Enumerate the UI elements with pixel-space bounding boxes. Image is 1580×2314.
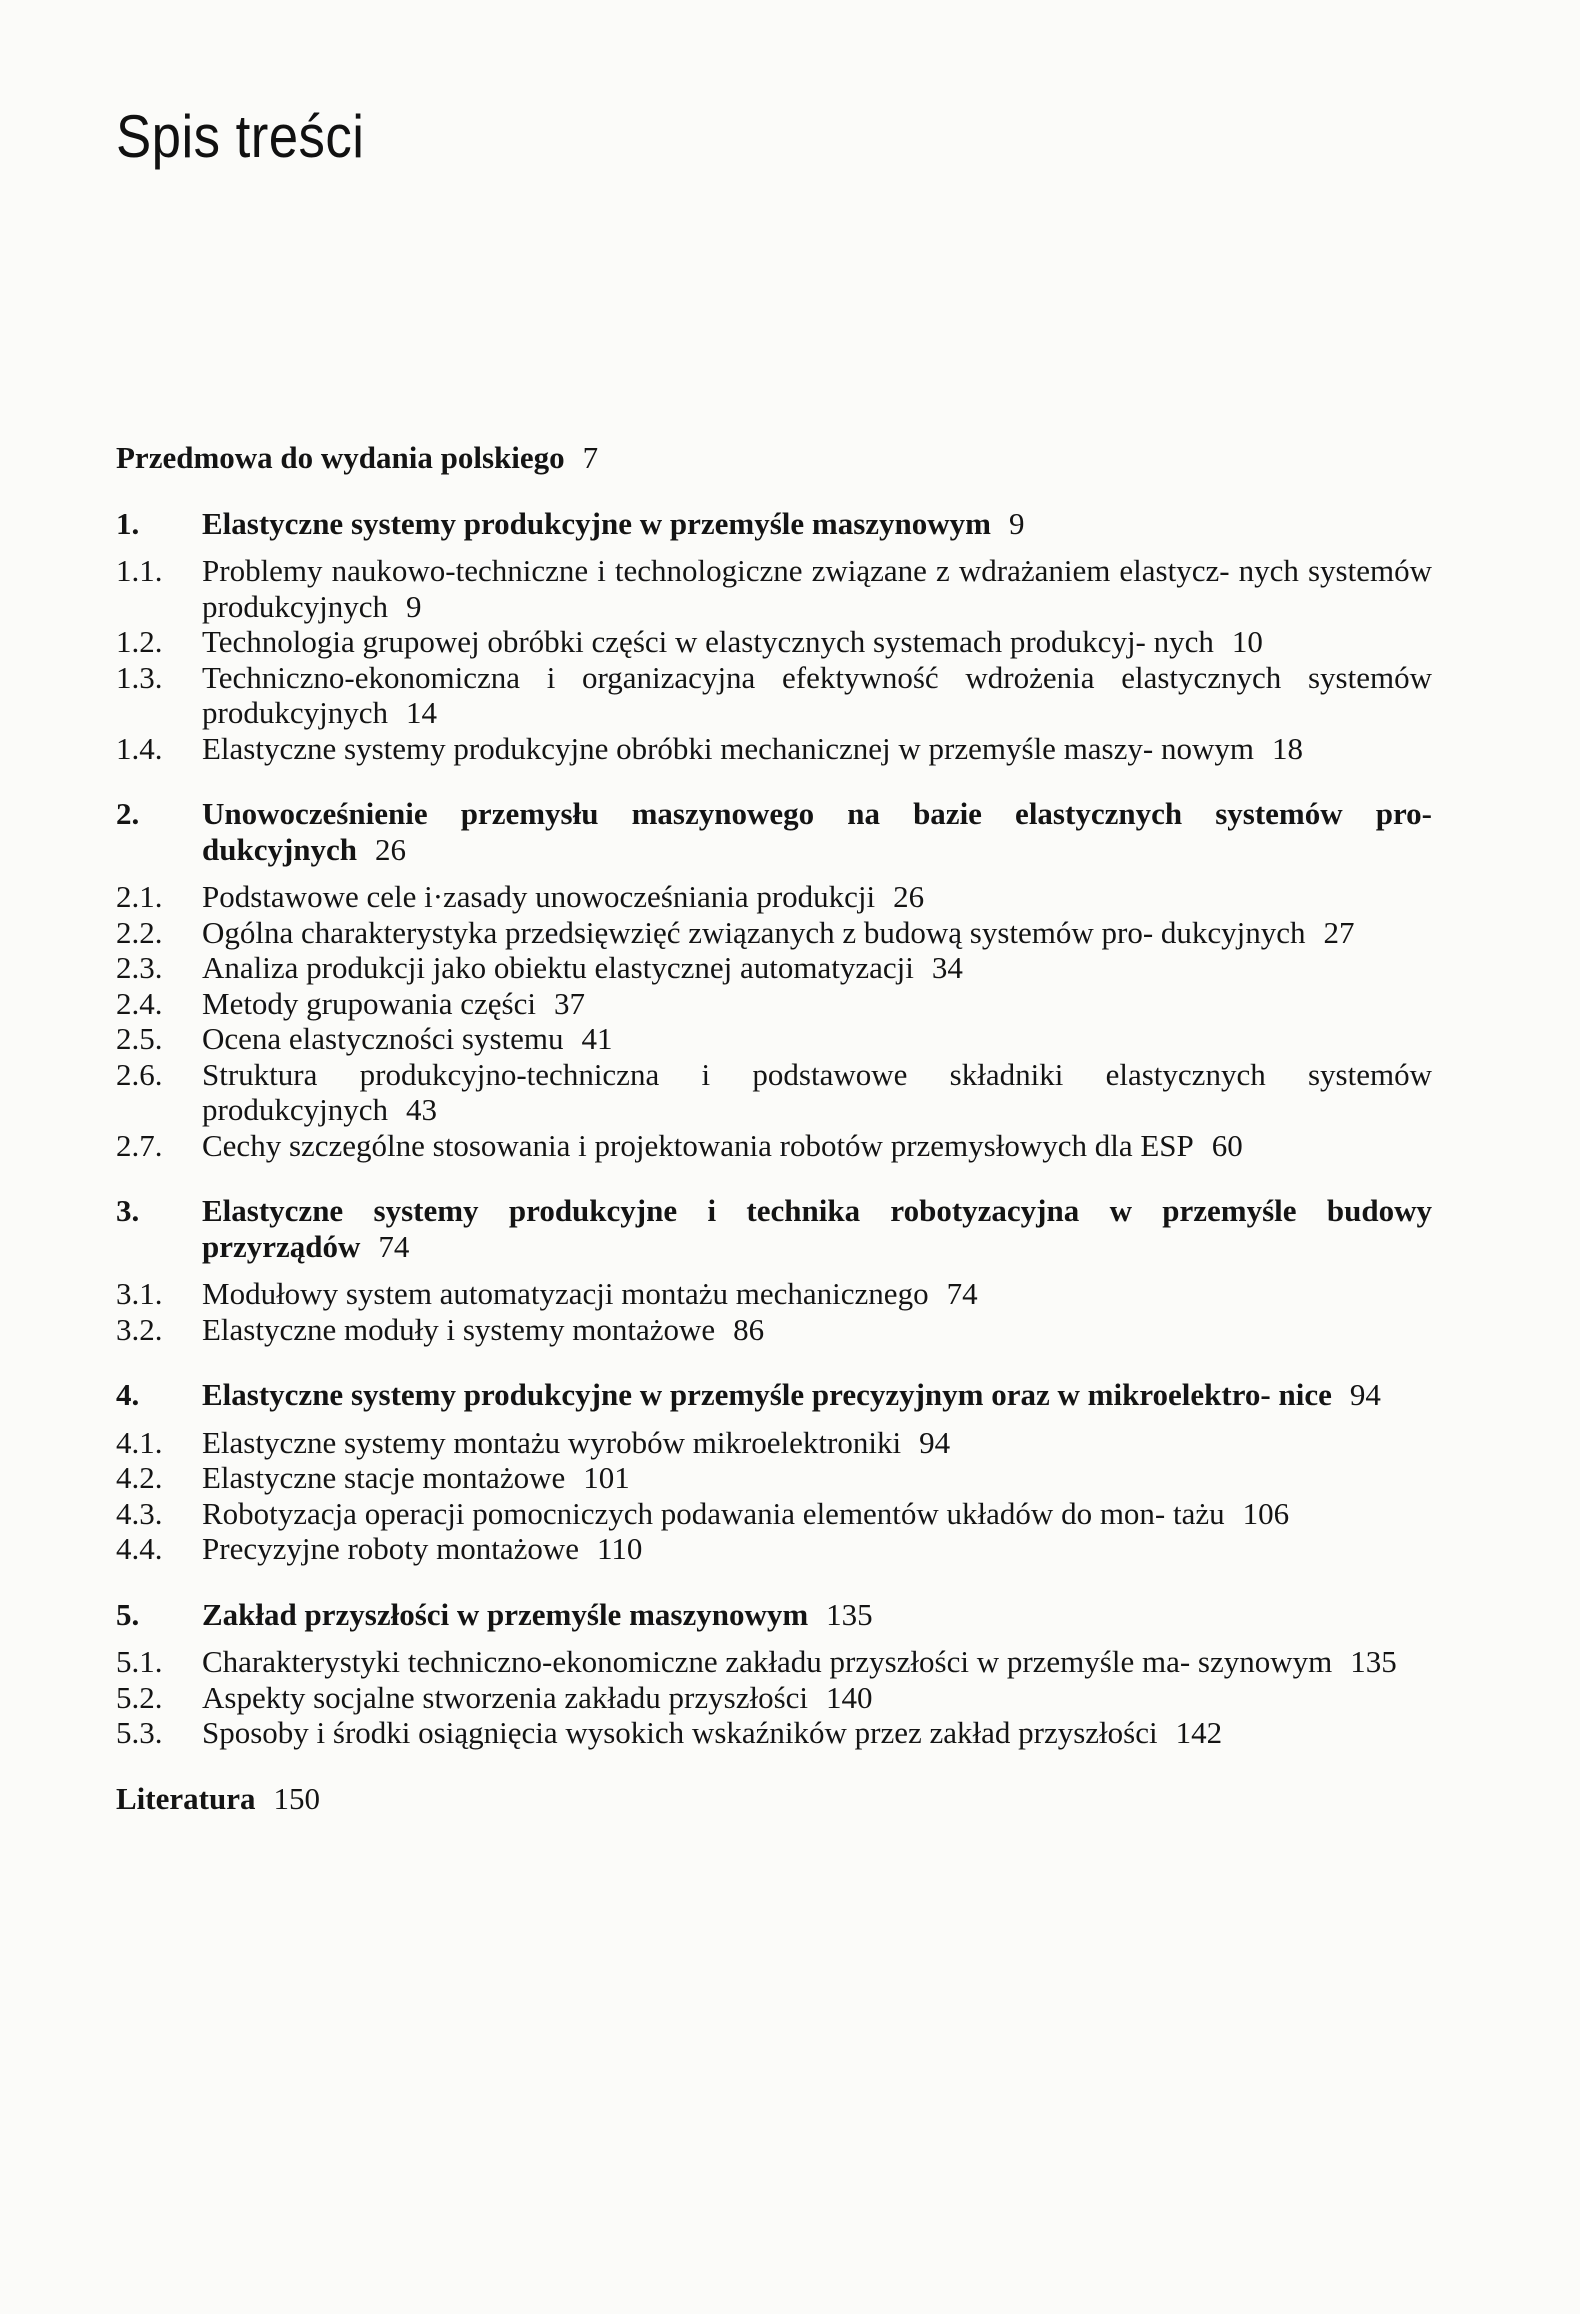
page-title: Spis treści [116,103,365,170]
toc-section-4-1-page: 94 [919,1424,951,1460]
toc-preface-page: 7 [582,440,599,475]
toc-section-4-4-number: 4.4. [116,1531,163,1566]
toc-section-1-1-page: 9 [405,588,422,624]
toc-section-5-3[interactable] [116,1715,1432,1751]
toc-section-1-4[interactable] [116,731,1432,767]
toc-chapter-5-page: 135 [826,1596,873,1632]
toc-section-4-1-number: 4.1. [116,1424,163,1460]
toc-section-4-3-number: 4.3. [116,1495,163,1531]
toc-section-3-1-number: 3.1. [116,1276,163,1311]
toc-section-3-2-number: 3.2. [116,1311,163,1347]
toc-section-5-1[interactable] [116,1644,1432,1680]
toc-section-3-1-page: 74 [946,1276,978,1311]
toc-chapter-1-number: 1. [116,505,140,541]
toc-section-2-3-number: 2.3. [116,950,163,985]
toc-section-4-1[interactable] [116,1425,1432,1461]
toc-section-4-2-title: Elastyczne stacje montażowe [202,1460,566,1495]
toc-section-2-3[interactable] [116,950,1432,986]
toc-section-2-2-page: 27 [1323,914,1355,950]
toc-section-2-3-title: Analiza produkcji jako obiektu elastycznej automatyzacji [202,950,914,985]
toc-chapter-2-title: Unowocześnienie przemysłu maszynowego na bazie elastycznych systemów pro- dukcyjnych [202,796,1432,867]
toc-chapter-2-number: 2. [116,796,140,831]
toc-preface[interactable] [116,440,1432,476]
toc-section-2-7-number: 2.7. [116,1127,163,1163]
toc-section-4-3-title: Robotyzacja operacji pomocniczych podawania elementów układów do mon- tażu [202,1495,1225,1531]
toc-chapter-3-title: Elastyczne systemy produkcyjne i technika robotyzacyjna w przemyśle budowy przyrządów [202,1193,1432,1264]
toc-section-5-3-number: 5.3. [116,1715,163,1750]
toc-section-5-3-page: 142 [1175,1715,1223,1750]
toc-section-2-6-page: 43 [405,1092,437,1127]
toc-section-5-2-title: Aspekty socjalne stworzenia zakładu przyszłości [202,1679,809,1715]
toc-chapters [116,476,1432,1751]
toc-section-2-2-title: Ogólna charakterystyka przedsięwzięć związanych z budową systemów pro- dukcyjnych [202,914,1306,950]
toc-section-4-4[interactable] [116,1531,1432,1567]
toc-section-2-1-number: 2.1. [116,879,163,914]
toc-chapter-1-title: Elastyczne systemy produkcyjne w przemyśle maszynowym [202,505,991,541]
toc-chapter-4[interactable] [116,1377,1432,1413]
toc-section-2-6-title: Struktura produkcyjno-techniczna i podstawowe składniki elastycznych systemów produkcyjnych [202,1056,1432,1127]
toc-chapter-2-page: 26 [375,831,407,867]
toc-section-2-4-page: 37 [554,985,585,1021]
toc-section-3-1[interactable] [116,1276,1432,1312]
toc-section-1-3[interactable] [116,660,1432,731]
toc-section-1-3-page: 14 [405,695,437,730]
toc-chapter-5[interactable] [116,1597,1432,1633]
toc-section-4-2-page: 101 [583,1460,630,1495]
toc-section-2-6-number: 2.6. [116,1056,163,1092]
toc-section-2-7-title: Cechy szczególne stosowania i projektowania robotów przemysłowych dla ESP [202,1127,1194,1163]
toc-section-2-2-number: 2.2. [116,914,163,950]
toc-chapter-3-page: 74 [378,1228,410,1264]
toc-chapter-3[interactable] [116,1193,1432,1264]
toc-section-4-1-title: Elastyczne systemy montażu wyrobów mikroelektroniki [202,1424,902,1460]
toc-preface-title: Przedmowa do wydania polskiego [116,440,565,475]
toc-section-3-2-title: Elastyczne moduły i systemy montażowe [202,1311,716,1347]
toc-section-4-2[interactable] [116,1460,1432,1496]
toc-literature-title: Literatura [116,1780,256,1816]
toc-section-2-5-number: 2.5. [116,1021,163,1056]
toc-section-2-1[interactable] [116,879,1432,915]
toc-chapter-4-title: Elastyczne systemy produkcyjne w przemyśle precyzyjnym oraz w mikroelektro- nice [202,1377,1332,1412]
toc-section-2-4-number: 2.4. [116,985,163,1021]
toc-section-1-1-number: 1.1. [116,553,163,588]
toc-section-3-1-title: Modułowy system automatyzacji montażu mechanicznego [202,1276,929,1311]
toc-section-2-5-page: 41 [581,1021,613,1056]
toc-section-2-7-page: 60 [1211,1127,1243,1163]
toc-chapter-1-page: 9 [1009,505,1025,541]
toc-section-5-2-page: 140 [826,1679,873,1715]
toc-section-4-2-number: 4.2. [116,1460,163,1495]
toc-section-2-1-page: 26 [893,879,925,914]
toc-section-5-1-page: 135 [1350,1644,1397,1679]
toc-section-1-4-number: 1.4. [116,730,163,766]
toc-section-3-2[interactable] [116,1312,1432,1348]
toc-section-2-5-title: Ocena elastyczności systemu [202,1021,564,1056]
toc-section-2-1-title: Podstawowe cele i·zasady unowocześniania produkcji [202,879,876,914]
toc-section-5-2-number: 5.2. [116,1679,163,1715]
toc-section-2-3-page: 34 [931,950,963,985]
toc-chapter-4-number: 4. [116,1377,140,1412]
toc-chapter-2[interactable] [116,796,1432,867]
toc-section-2-4[interactable] [116,986,1432,1022]
toc-section-4-4-page: 110 [597,1531,643,1566]
toc-section-2-7[interactable] [116,1128,1432,1164]
toc-section-1-3-title: Techniczno-ekonomiczna i organizacyjna efektywność wdrożenia elastycznych systemów produkcyjnych [202,659,1432,730]
toc-section-1-1-title: Problemy naukowo-techniczne i technologiczne związane z wdrażaniem elastycz- nych systemów produkcyjnych [202,553,1432,624]
toc-section-1-2-title: Technologia grupowej obróbki części w elastycznych systemach produkcyj- nych [202,624,1214,659]
toc-section-1-2[interactable] [116,624,1432,660]
toc-section-2-6[interactable] [116,1057,1432,1128]
toc-section-1-4-page: 18 [1271,730,1303,766]
toc-section-4-3-page: 106 [1242,1495,1290,1531]
toc-literature-page: 150 [273,1780,320,1816]
toc-chapter-5-number: 5. [116,1596,140,1632]
toc-section-2-4-title: Metody grupowania części [202,985,536,1021]
toc-section-2-5[interactable] [116,1021,1432,1057]
toc-section-1-4-title: Elastyczne systemy produkcyjne obróbki mechanicznej w przemyśle maszy- nowym [202,730,1254,766]
toc-section-1-1[interactable] [116,553,1432,624]
toc-section-3-2-page: 86 [733,1311,765,1347]
toc-chapter-4-page: 94 [1349,1377,1381,1412]
toc-section-4-4-title: Precyzyjne roboty montażowe [202,1531,580,1566]
toc-section-1-2-number: 1.2. [116,624,163,659]
toc-chapter-5-title: Zakład przyszłości w przemyśle maszynowym [202,1596,809,1632]
toc-section-5-1-number: 5.1. [116,1644,163,1679]
toc-chapter-1[interactable] [116,506,1432,542]
toc-section-1-3-number: 1.3. [116,659,163,695]
toc-section-2-2[interactable] [116,915,1432,951]
toc-section-5-2[interactable] [116,1680,1432,1716]
toc-section-1-2-page: 10 [1231,624,1263,659]
toc-section-4-3[interactable] [116,1496,1432,1532]
toc-literature[interactable] [116,1781,1432,1817]
table-of-contents [116,440,1432,1816]
toc-chapter-3-number: 3. [116,1193,140,1228]
toc-section-5-3-title: Sposoby i środki osiągnięcia wysokich wskaźników przez zakład przyszłości [202,1715,1158,1750]
toc-section-5-1-title: Charakterystyki techniczno-ekonomiczne zakładu przyszłości w przemyśle ma- szynowym [202,1644,1333,1679]
